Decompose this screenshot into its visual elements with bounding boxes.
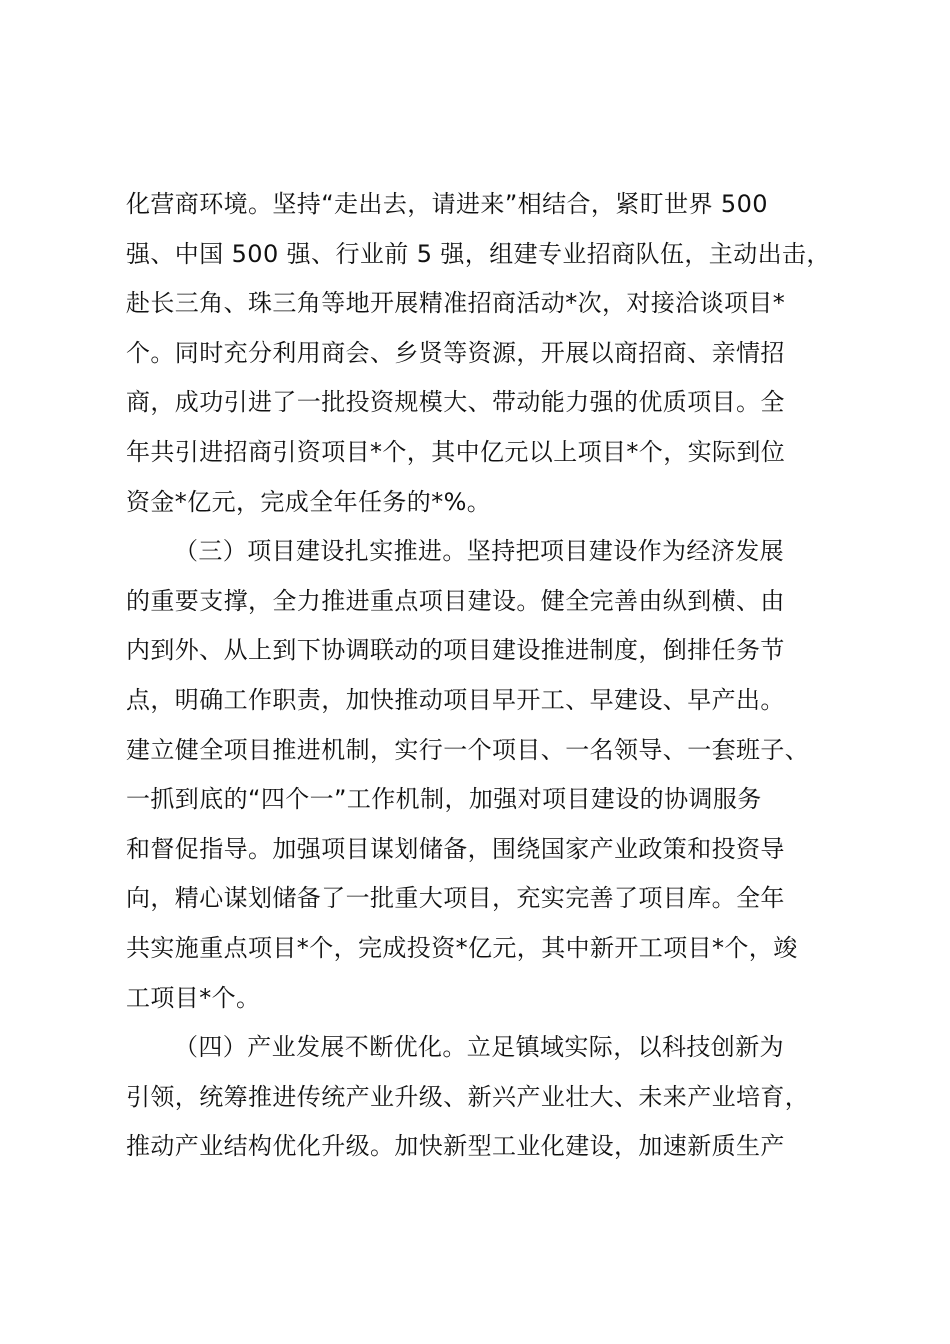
paragraph-investment-attraction bbox=[126, 180, 856, 527]
text-line: 和督促指导。加强项目谋划储备，围绕国家产业政策和投资导 bbox=[126, 834, 785, 863]
text-line: 化营商环境。坚持“走出去，请进来”相结合，紧盯世界 500 bbox=[126, 190, 768, 218]
paragraph-heading-line: （四）产业发展不断优化。立足镇域实际，以科技创新为 bbox=[174, 1033, 784, 1062]
text-line: 的重要支撑，全力推进重点项目建设。健全完善由纵到横、由 bbox=[126, 586, 785, 615]
text-line: 向，精心谋划储备了一批重大项目，充实完善了项目库。全年 bbox=[126, 884, 785, 913]
text-line: 一抓到底的“四个一”工作机制，加强对项目建设的协调服务 bbox=[126, 785, 762, 814]
text-line: 共实施重点项目*个，完成投资*亿元，其中新开工项目*个，竣 bbox=[126, 933, 798, 962]
text-line: 资金*亿元，完成全年任务的*%。 bbox=[126, 487, 492, 516]
text-line: 点，明确工作职责，加快推动项目早开工、早建设、早产出。 bbox=[126, 685, 785, 714]
document-body bbox=[126, 180, 856, 1172]
text-line: 建立健全项目推进机制，实行一个项目、一名领导、一套班子、 bbox=[126, 735, 810, 764]
text-line: 内到外、从上到下协调联动的项目建设推进制度，倒排任务节 bbox=[126, 636, 785, 665]
paragraph-industry-development bbox=[126, 1023, 856, 1172]
paragraph-heading-line: （三）项目建设扎实推进。坚持把项目建设作为经济发展 bbox=[174, 537, 784, 566]
text-line: 个。同时充分利用商会、乡贤等资源，开展以商招商、亲情招 bbox=[126, 338, 785, 367]
text-line: 赴长三角、珠三角等地开展精准招商活动*次，对接洽谈项目* bbox=[126, 289, 786, 318]
text-line: 推动产业结构优化升级。加快新型工业化建设，加速新质生产 bbox=[126, 1132, 785, 1161]
text-line: 引领，统筹推进传统产业升级、新兴产业壮大、未来产业培育， bbox=[126, 1082, 810, 1111]
text-line: 商，成功引进了一批投资规模大、带动能力强的优质项目。全 bbox=[126, 388, 785, 417]
text-line: 年共引进招商引资项目*个，其中亿元以上项目*个，实际到位 bbox=[126, 437, 786, 466]
text-line: 工项目*个。 bbox=[126, 983, 261, 1012]
paragraph-project-construction bbox=[126, 527, 856, 1023]
text-line: 强、中国 500 强、行业前 5 强，组建专业招商队伍，主动出击， bbox=[126, 239, 831, 268]
